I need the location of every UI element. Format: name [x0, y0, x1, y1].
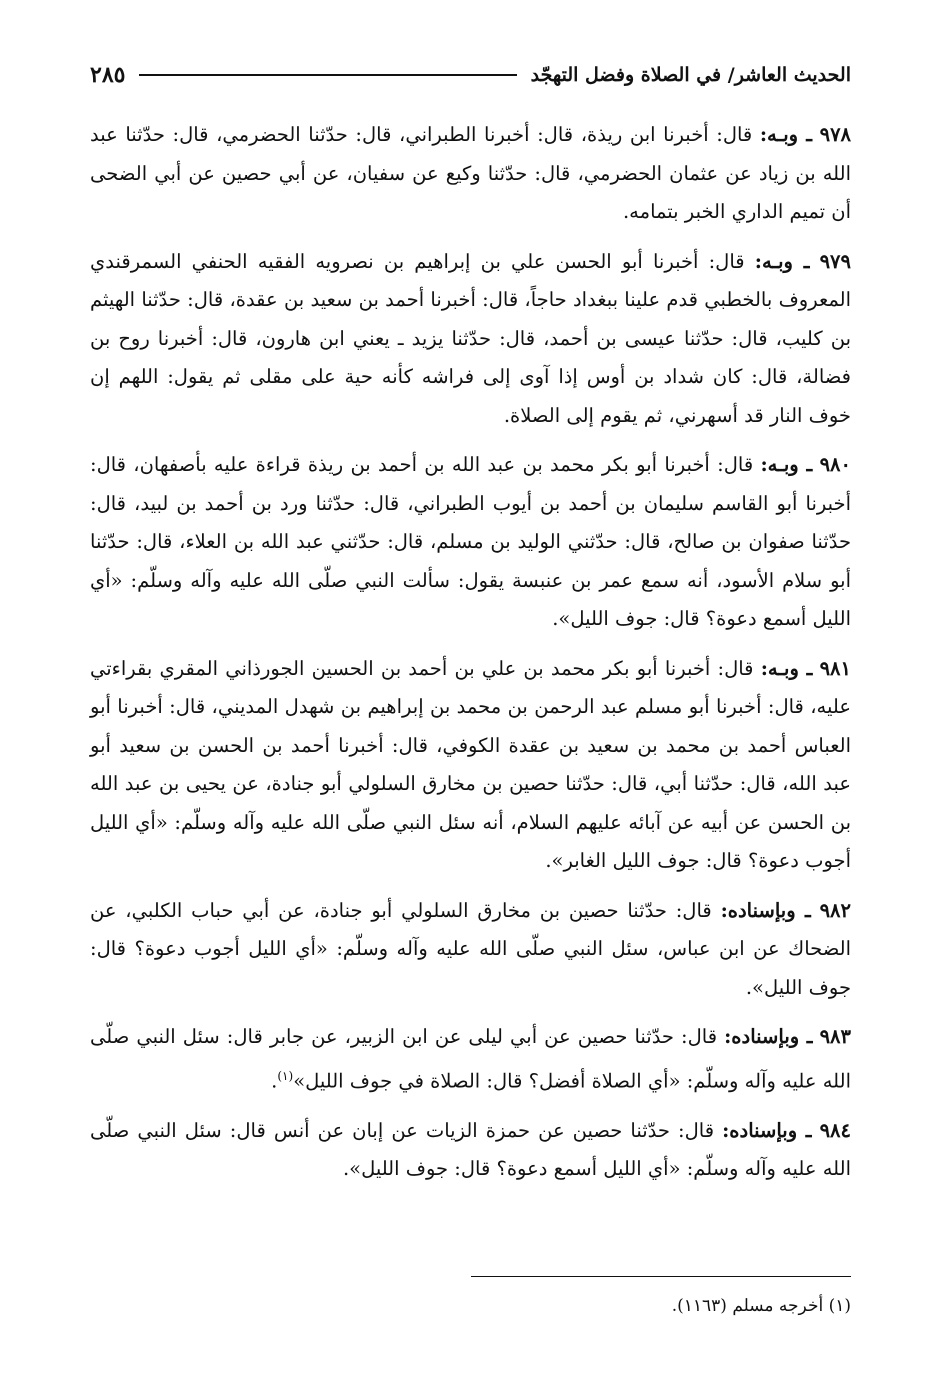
page-number: ٢٨٥	[90, 62, 126, 88]
hadith-number: ٩٨٤	[819, 1118, 851, 1142]
hadith-paragraph	[90, 116, 851, 232]
hadith-paragraph	[90, 446, 851, 639]
hadith-number: ٩٨٢	[819, 898, 851, 922]
page-body	[90, 116, 851, 1200]
hadith-text: قال: حدّثنا حصين عن حمزة الزيات عن إبان عن أنس قال: سئل النبي صلّى الله عليه وآله وسلّم: «أي الليل أسمع دعوة؟ قال: جوف الليل».	[90, 1118, 851, 1180]
hadith-text: قال: أخبرنا أبو الحسن علي بن إبراهيم بن نصرويه الفقيه الحنفي السمرقندي المعروف بالخطبي قدم علينا ببغداد حاجاً، قال: أخبرنا أحمد بن سعيد بن عقدة، قال: حدّثنا الهيثم بن كليب، قال: حدّثنا عيسى بن أحمد، قال: حدّثنا يزيد ـ يعني ابن هارون، قال: أخبرنا روح بن فضالة، قال: كان شداد بن أوس إذا آوى إلى فراشه كأنه حية على مقلى ثم يقول: اللهم إن خوف النار قد أسهرني، ثم يقوم إلى الصلاة.	[90, 249, 851, 427]
hadith-lead: ـ وبـه:	[754, 249, 810, 273]
hadith-lead: ـ وبـه:	[760, 453, 813, 476]
hadith-text: قال: أخبرنا أبو بكر محمد بن عبد الله بن أحمد بن ريذة قراءة عليه بأصفهان، قال: أخبرنا أبو القاسم سليمان بن أحمد بن أيوب الطبراني، قال: حدّثنا ورد بن أحمد بن لبيد، قال: حدّثنا صفوان بن صالح، قال: حدّثني الوليد بن مسلم، قال: حدّثني عبد الله بن العلاء، قال: حدّثنا أبو سلام الأسود، أنه سمع عمر بن عنبسة يقول: سألت النبي صلّى الله عليه وآله وسلّم: «أي الليل أسمع دعوة؟ قال: جوف الليل».	[90, 453, 851, 630]
footnote-area	[90, 1276, 851, 1321]
hadith-paragraph	[90, 243, 851, 436]
hadith-lead: ـ وبإسناده:	[720, 898, 811, 922]
footnote-rule	[471, 1276, 851, 1277]
running-title: الحديث العاشر/ في الصلاة وفضل التهجّد	[530, 64, 851, 86]
hadith-lead: ـ وبإسناده:	[722, 1118, 812, 1142]
hadith-text: قال: حدّثنا حصين بن مخارق السلولي أبو جنادة، عن أبي حباب الكلبي، عن الضحاك عن ابن عباس، سئل النبي صلّى الله عليه وآله وسلّم: «أي الليل أجوب دعوة؟ قال: جوف الليل».	[90, 898, 851, 999]
hadith-number: ٩٧٨	[819, 123, 852, 146]
hadith-paragraph	[90, 1018, 851, 1101]
hadith-paragraph	[90, 650, 851, 881]
hadith-number: ٩٨٣	[819, 1025, 851, 1048]
footnote-text: (١) أخرجه مسلم (١١٦٣).	[671, 1296, 851, 1316]
hadith-text: قال: أخبرنا أبو بكر محمد بن علي بن أحمد بن الحسين الجورذاني المقري بقراءتي عليه، قال: أخبرنا أبو مسلم عبد الرحمن بن محمد بن إبراهيم بن شهدل المديني، قال: أخبرنا أبو العباس أحمد بن محمد بن سعيد بن عقدة الكوفي، قال: أخبرنا أحمد بن الحسن بن سعيد أبو عبد الله، قال: حدّثنا أبي، قال: حدّثنا حصين بن مخارق السلولي أبو جنادة، عن يحيى بن عبد الله بن الحسن عن أبيه عن آبائه عليهم السلام، أنه سئل النبي صلّى الله عليه وآله وسلّم: «أي الليل أجوب دعوة؟ قال: جوف الليل الغابر».	[90, 656, 851, 872]
hadith-text: قال: أخبرنا ابن ريذة، قال: أخبرنا الطبراني، قال: حدّثنا الحضرمي، قال: حدّثنا عبد الله بن زياد عن عثمان الحضرمي، قال: حدّثنا وكيع عن سفيان، عن أبي حصين عن أبي الضحى أن تميم الداري الخبر بتمامه.	[90, 123, 851, 223]
hadith-paragraph	[90, 1112, 851, 1189]
hadith-number: ٩٨١	[819, 656, 851, 680]
hadith-lead: ـ وبـه:	[759, 123, 812, 146]
hadith-lead: ـ وبإسناده:	[724, 1025, 813, 1048]
page-header	[90, 58, 851, 92]
hadith-paragraph	[90, 892, 851, 1008]
header-rule	[139, 74, 516, 76]
hadith-lead: ـ وبـه:	[760, 656, 813, 680]
hadith-number: ٩٨٠	[819, 453, 851, 476]
hadith-text: قال: حدّثنا حصين عن أبي ليلى عن ابن الزبير، عن جابر قال: سئل النبي صلّى الله عليه وآله وسلّم: «أي الصلاة أفضل؟ قال: الصلاة في جوف الليل»	[90, 1025, 851, 1092]
hadith-number: ٩٧٩	[819, 249, 851, 273]
hadith-text-tail: .	[271, 1069, 278, 1092]
footnote-reference[interactable]: (١)	[277, 1068, 294, 1083]
